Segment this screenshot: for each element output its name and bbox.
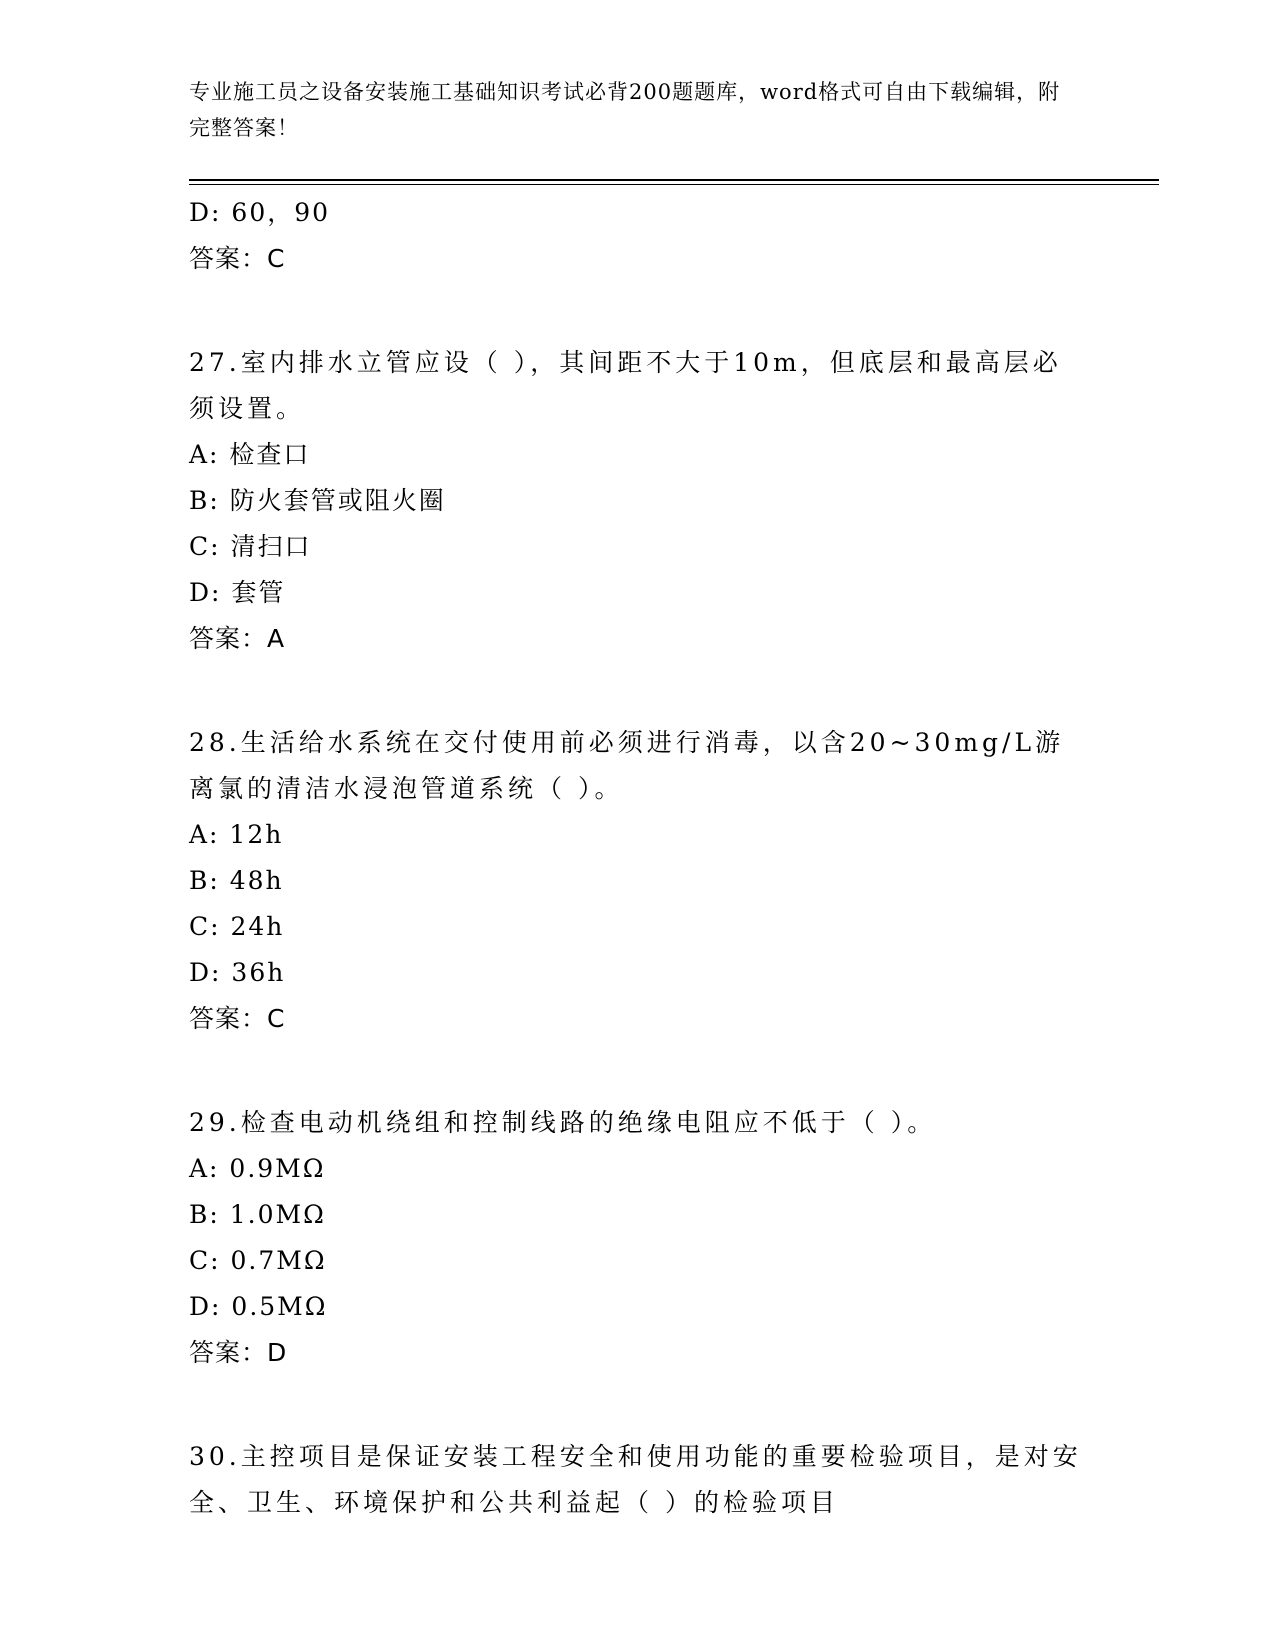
question-27-option-c: C: 清扫口 <box>189 532 312 561</box>
question-27-option-b: B: 防火套管或阻火圈 <box>189 486 446 515</box>
question-29-option-d: D: 0.5MΩ <box>189 1292 328 1321</box>
question-29-option-c: C: 0.7MΩ <box>189 1246 327 1275</box>
question-27-option-d: D: 套管 <box>189 578 286 607</box>
question-28-option-b: B: 48h <box>189 866 284 895</box>
question-29-option-a: A: 0.9MΩ <box>189 1154 326 1183</box>
continued-answer: 答案：C <box>189 244 286 273</box>
header-divider-thin <box>189 184 1159 185</box>
question-29-answer: 答案：D <box>189 1338 288 1367</box>
question-28-answer: 答案：C <box>189 1004 286 1033</box>
question-28-option-d: D: 36h <box>189 958 286 987</box>
question-27-option-a: A: 检查口 <box>189 440 311 469</box>
question-27-stem: 27.室内排水立管应设（ ），其间距不大于10m，但底层和最高层必须设置。 <box>189 348 1062 423</box>
question-29-option-b: B: 1.0MΩ <box>189 1200 326 1229</box>
question-29-stem: 29.检查电动机绕组和控制线路的绝缘电阻应不低于（ ）。 <box>189 1108 937 1137</box>
question-28-stem: 28.生活给水系统在交付使用前必须进行消毒，以含20~30mg/L游离氯的清洁水浸泡管道系统（ ）。 <box>189 728 1065 803</box>
continued-option-d: D: 60，90 <box>189 198 331 227</box>
question-content <box>189 190 1089 1526</box>
question-30-stem: 30.主控项目是保证安装工程安全和使用功能的重要检验项目，是对安全、卫生、环境保护和公共利益起（ ）的检验项目 <box>189 1442 1082 1517</box>
question-28-option-c: C: 24h <box>189 912 285 941</box>
question-28-option-a: A: 12h <box>189 820 284 849</box>
question-27-answer: 答案：A <box>189 624 286 653</box>
header-divider-thick <box>189 179 1159 181</box>
page-header-title: 专业施工员之设备安装施工基础知识考试必背200题题库，word格式可自由下载编辑，附完整答案！ <box>189 80 1061 140</box>
